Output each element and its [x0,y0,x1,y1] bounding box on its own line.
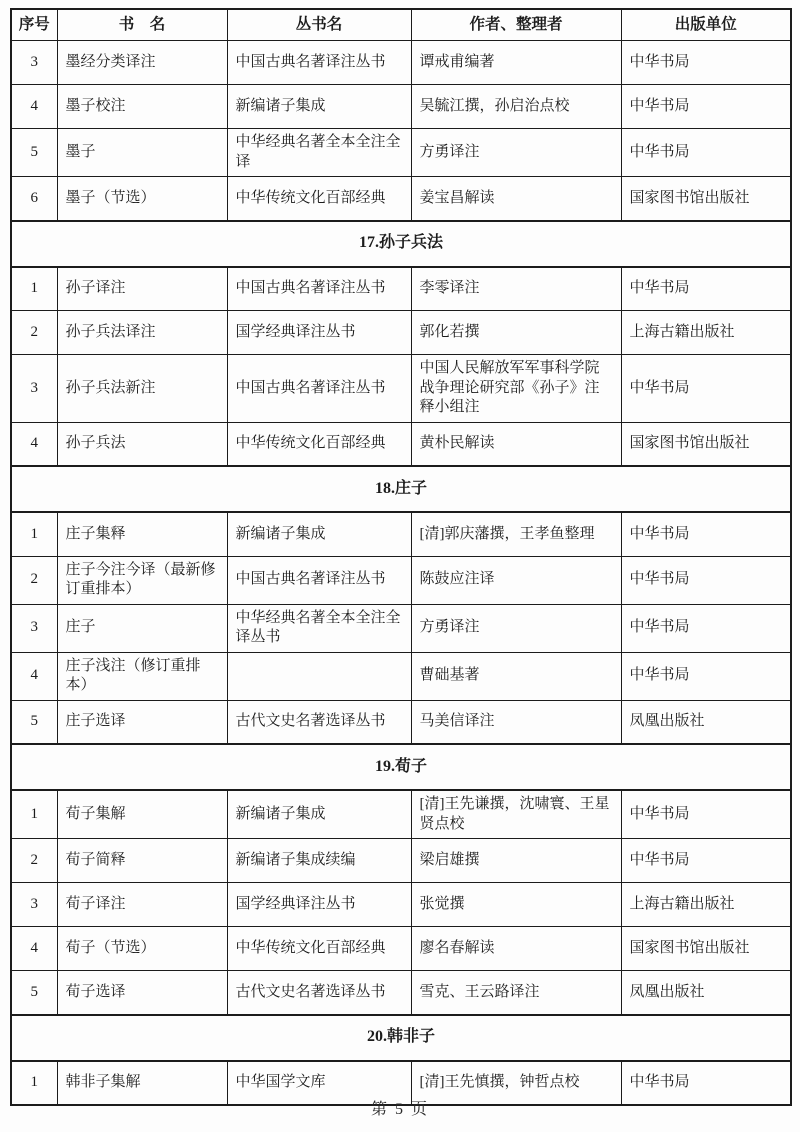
cell-seq: 2 [11,311,57,355]
cell-series: 新编诸子集成续编 [227,839,411,883]
section-title-row [11,466,791,512]
table-row [11,85,791,129]
cell-series: 中华国学文库 [227,1061,411,1105]
cell-seq: 5 [11,700,57,744]
cell-title: 荀子译注 [57,883,227,927]
cell-title: 庄子浅注（修订重排本） [57,652,227,700]
cell-publisher: 国家图书馆出版社 [621,177,791,221]
cell-seq: 5 [11,129,57,177]
table-row [11,971,791,1015]
cell-author: 梁启雄撰 [411,839,621,883]
cell-author: 张觉撰 [411,883,621,927]
table-row [11,839,791,883]
cell-title: 庄子集释 [57,512,227,556]
cell-publisher: 中华书局 [621,604,791,652]
table-row [11,41,791,85]
table-row [11,177,791,221]
cell-title: 庄子今注今译（最新修订重排本） [57,556,227,604]
cell-author: 雪克、王云路译注 [411,971,621,1015]
book-list-table [10,8,792,1106]
cell-author: 姜宝昌解读 [411,177,621,221]
cell-seq: 3 [11,41,57,85]
section-title-row [11,744,791,790]
cell-author: 陈鼓应注译 [411,556,621,604]
cell-series: 国学经典译注丛书 [227,883,411,927]
column-header-3: 作者、整理者 [411,9,621,41]
cell-series: 中华传统文化百部经典 [227,422,411,466]
table-header-row [11,9,791,41]
cell-publisher: 国家图书馆出版社 [621,927,791,971]
table-row [11,556,791,604]
table-row [11,604,791,652]
cell-author: [清]王先慎撰，钟哲点校 [411,1061,621,1105]
table-row [11,512,791,556]
page-number: 第 5 页 [370,1101,429,1118]
column-header-2: 丛书名 [227,9,411,41]
cell-author: 郭化若撰 [411,311,621,355]
cell-title: 荀子集解 [57,790,227,839]
cell-series: 古代文史名著选译丛书 [227,700,411,744]
table-row [11,652,791,700]
cell-title: 墨子 [57,129,227,177]
cell-seq: 4 [11,652,57,700]
section-title: 20.韩非子 [11,1015,791,1061]
cell-seq: 3 [11,604,57,652]
cell-seq: 4 [11,85,57,129]
cell-series: 古代文史名著选译丛书 [227,971,411,1015]
cell-series: 中华经典名著全本全注全译 [227,129,411,177]
table-row [11,355,791,423]
cell-seq: 1 [11,1061,57,1105]
cell-seq: 2 [11,556,57,604]
cell-author: 黄朴民解读 [411,422,621,466]
cell-author: 李零译注 [411,267,621,311]
cell-publisher: 凤凰出版社 [621,700,791,744]
cell-title: 荀子选译 [57,971,227,1015]
table-row [11,927,791,971]
table-row [11,267,791,311]
cell-series: 新编诸子集成 [227,512,411,556]
cell-series: 新编诸子集成 [227,85,411,129]
section-title-row [11,1015,791,1061]
cell-publisher: 中华书局 [621,85,791,129]
column-header-0: 序号 [11,9,57,41]
cell-seq: 4 [11,422,57,466]
section-title: 18.庄子 [11,466,791,512]
cell-seq: 1 [11,512,57,556]
cell-publisher: 中华书局 [621,790,791,839]
cell-title: 孙子兵法译注 [57,311,227,355]
cell-series: 国学经典译注丛书 [227,311,411,355]
cell-publisher: 上海古籍出版社 [621,883,791,927]
cell-publisher: 中华书局 [621,1061,791,1105]
cell-author: 方勇译注 [411,129,621,177]
cell-series: 中国古典名著译注丛书 [227,556,411,604]
cell-seq: 3 [11,883,57,927]
cell-seq: 5 [11,971,57,1015]
cell-title: 孙子兵法新注 [57,355,227,423]
cell-publisher: 中华书局 [621,839,791,883]
cell-title: 墨经分类译注 [57,41,227,85]
cell-seq: 4 [11,927,57,971]
cell-publisher: 中华书局 [621,129,791,177]
cell-title: 荀子（节选） [57,927,227,971]
cell-series: 中国古典名著译注丛书 [227,41,411,85]
table-row [11,422,791,466]
cell-publisher: 上海古籍出版社 [621,311,791,355]
column-header-4: 出版单位 [621,9,791,41]
cell-seq: 3 [11,355,57,423]
cell-title: 庄子选译 [57,700,227,744]
cell-title: 庄子 [57,604,227,652]
cell-author: 吴毓江撰，孙启治点校 [411,85,621,129]
section-title: 19.荀子 [11,744,791,790]
table-row [11,129,791,177]
table-row [11,311,791,355]
cell-author: [清]郭庆藩撰，王孝鱼整理 [411,512,621,556]
cell-series: 中华经典名著全本全注全译丛书 [227,604,411,652]
cell-publisher: 中华书局 [621,267,791,311]
table-row [11,883,791,927]
cell-publisher: 中华书局 [621,512,791,556]
cell-seq: 1 [11,790,57,839]
cell-title: 孙子译注 [57,267,227,311]
table-row [11,700,791,744]
cell-series: 新编诸子集成 [227,790,411,839]
cell-publisher: 中华书局 [621,556,791,604]
cell-title: 荀子简释 [57,839,227,883]
cell-publisher: 中华书局 [621,41,791,85]
cell-title: 韩非子集解 [57,1061,227,1105]
section-title: 17.孙子兵法 [11,221,791,267]
cell-author: 中国人民解放军军事科学院战争理论研究部《孙子》注释小组注 [411,355,621,423]
cell-author: 谭戒甫编著 [411,41,621,85]
cell-series: 中国古典名著译注丛书 [227,355,411,423]
cell-author: 马美信译注 [411,700,621,744]
cell-series [227,652,411,700]
cell-series: 中国古典名著译注丛书 [227,267,411,311]
cell-seq: 2 [11,839,57,883]
cell-publisher: 中华书局 [621,652,791,700]
column-header-1: 书 名 [57,9,227,41]
cell-publisher: 国家图书馆出版社 [621,422,791,466]
cell-seq: 1 [11,267,57,311]
cell-title: 孙子兵法 [57,422,227,466]
cell-title: 墨子校注 [57,85,227,129]
cell-author: 方勇译注 [411,604,621,652]
cell-author: 曹础基著 [411,652,621,700]
cell-seq: 6 [11,177,57,221]
cell-series: 中华传统文化百部经典 [227,927,411,971]
section-title-row [11,221,791,267]
cell-author: 廖名春解读 [411,927,621,971]
cell-publisher: 中华书局 [621,355,791,423]
cell-title: 墨子（节选） [57,177,227,221]
cell-series: 中华传统文化百部经典 [227,177,411,221]
cell-publisher: 凤凰出版社 [621,971,791,1015]
table-row [11,790,791,839]
cell-author: [清]王先谦撰，沈啸寰、王星贤点校 [411,790,621,839]
